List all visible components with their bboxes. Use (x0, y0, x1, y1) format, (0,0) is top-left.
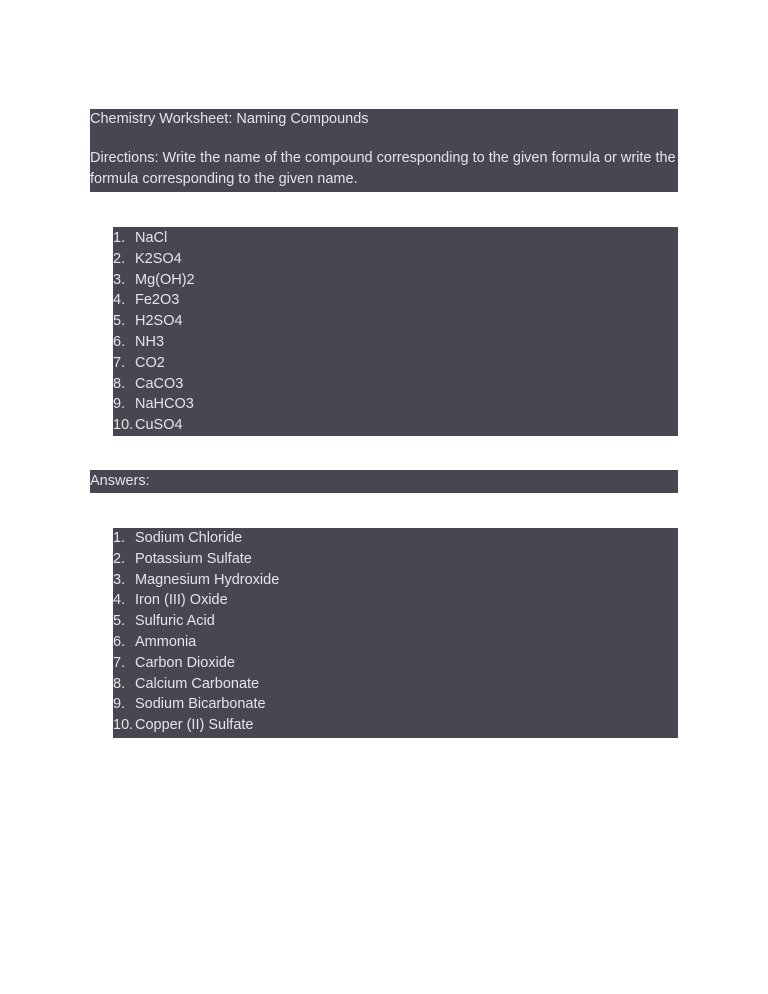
list-item (113, 353, 678, 374)
item-text: Carbon Dioxide (135, 654, 235, 671)
item-text: Magnesium Hydroxide (135, 571, 280, 588)
list-item (113, 394, 678, 415)
item-number: 10. (113, 417, 134, 434)
item-text: Sulfuric Acid (135, 613, 215, 630)
item-number: 8. (113, 675, 126, 692)
item-text: NH3 (135, 333, 165, 350)
list-item (113, 374, 678, 395)
item-text: H2SO4 (135, 313, 183, 330)
item-text: Iron (III) Oxide (135, 592, 228, 609)
item-number: 10. (113, 717, 134, 734)
item-number: 5. (113, 613, 126, 630)
item-text: Fe2O3 (135, 292, 180, 309)
worksheet-title: Chemistry Worksheet: Naming Compounds (90, 111, 369, 127)
directions-text: Directions: Write the name of the compound corresponding to the given formula or write the formula corresponding to the given name. (90, 150, 676, 187)
item-text: NaCl (135, 230, 168, 246)
list-item (113, 528, 678, 549)
item-number: 9. (113, 396, 126, 413)
item-number: 8. (113, 375, 126, 392)
list-item (113, 332, 678, 353)
list-item (113, 570, 678, 591)
list-item (113, 228, 678, 249)
questions-list (113, 227, 678, 436)
item-number: 4. (113, 292, 126, 309)
list-item (113, 611, 678, 632)
item-text: Potassium Sulfate (135, 550, 252, 567)
item-text: CaCO3 (135, 375, 184, 392)
answers-label: Answers: (90, 473, 150, 489)
item-number: 2. (113, 550, 126, 567)
list-item (113, 590, 678, 611)
item-text: Copper (II) Sulfate (135, 717, 254, 734)
item-number: 3. (113, 271, 126, 288)
list-item (113, 290, 678, 311)
list-item (113, 653, 678, 674)
item-number: 6. (113, 633, 126, 650)
list-item (113, 674, 678, 695)
item-number: 9. (113, 696, 126, 713)
list-item (113, 715, 678, 736)
item-number: 1. (113, 230, 126, 246)
item-text: Ammonia (135, 633, 197, 650)
list-item (113, 249, 678, 270)
worksheet-header (90, 109, 678, 192)
item-number: 6. (113, 333, 126, 350)
item-text: K2SO4 (135, 250, 182, 267)
item-number: 5. (113, 313, 126, 330)
answers-heading (90, 470, 678, 493)
list-item (113, 415, 678, 436)
list-item (113, 270, 678, 291)
item-text: Sodium Bicarbonate (135, 696, 266, 713)
item-number: 4. (113, 592, 126, 609)
list-item (113, 632, 678, 653)
item-text: Calcium Carbonate (135, 675, 260, 692)
item-number: 2. (113, 250, 126, 267)
item-text: CuSO4 (135, 417, 183, 434)
list-item (113, 549, 678, 570)
item-number: 7. (113, 354, 126, 371)
item-text: Sodium Chloride (135, 530, 243, 546)
answers-list (113, 528, 678, 738)
item-number: 3. (113, 571, 126, 588)
list-item (113, 311, 678, 332)
item-number: 1. (113, 530, 126, 546)
item-number: 7. (113, 654, 126, 671)
item-text: CO2 (135, 354, 165, 371)
list-item (113, 694, 678, 715)
item-text: Mg(OH)2 (135, 271, 195, 288)
item-text: NaHCO3 (135, 396, 194, 413)
